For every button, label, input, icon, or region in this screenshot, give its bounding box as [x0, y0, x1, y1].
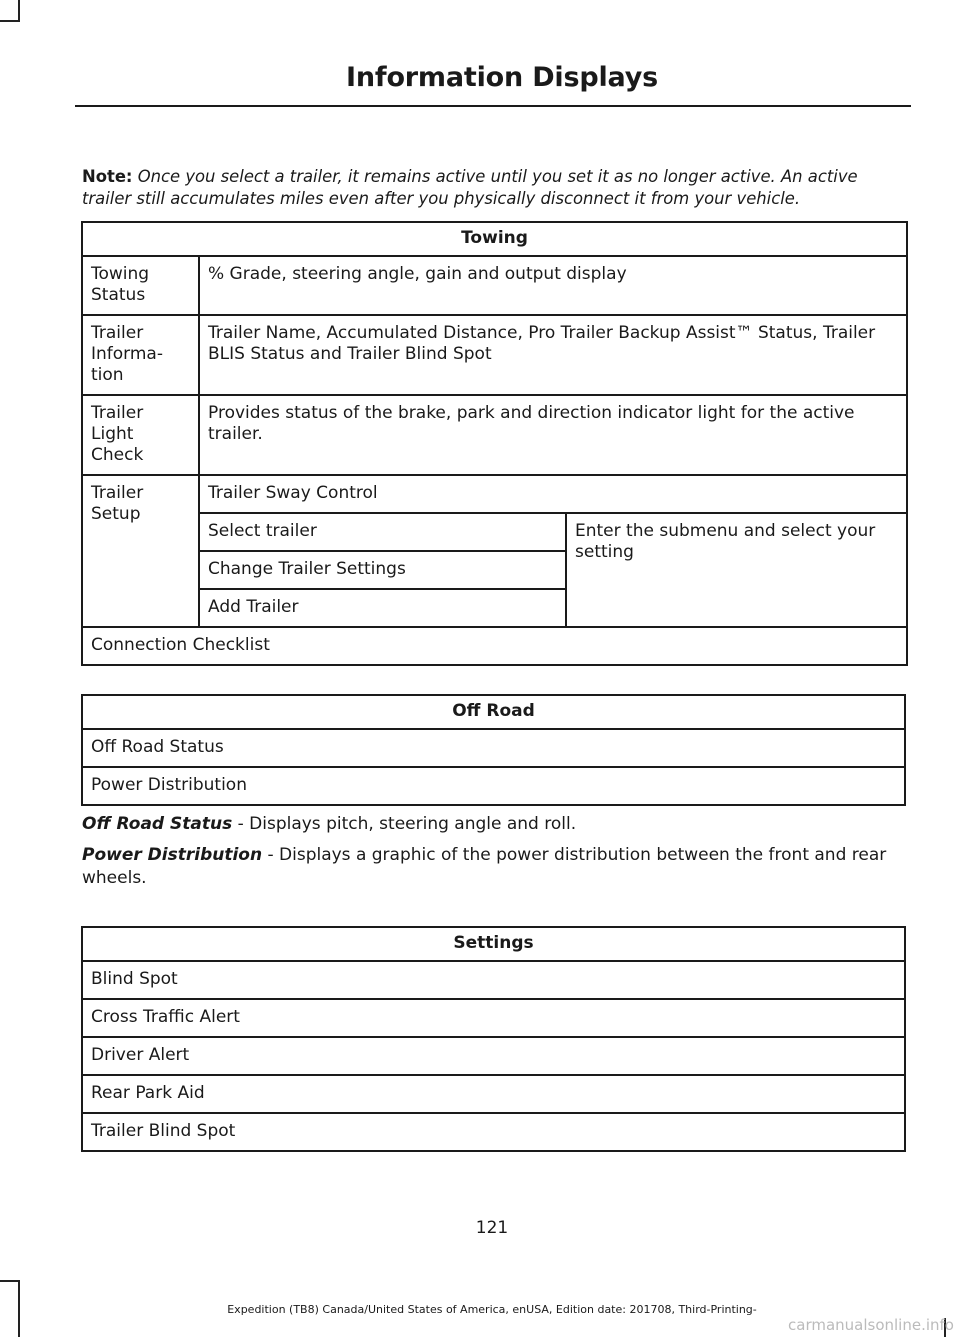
- offroad-status-description: [82, 813, 908, 836]
- table-row: Off Road Status: [82, 729, 905, 767]
- trailer-sway-control: Trailer Sway Control: [199, 475, 907, 513]
- submenu-note: Enter the submenu and select your setting: [566, 513, 907, 627]
- change-trailer-settings: Change Trailer Settings: [199, 551, 566, 589]
- trailer-light-label: Trailer Light Check: [82, 395, 199, 475]
- towing-table: [81, 221, 908, 666]
- page-number: 121: [475, 1218, 509, 1238]
- offroad-table: [81, 694, 906, 806]
- table-row: Rear Park Aid: [82, 1075, 905, 1113]
- table-row: Power Distribution: [82, 767, 905, 805]
- connection-checklist: Connection Checklist: [82, 627, 907, 665]
- crop-mark: [0, 20, 20, 22]
- add-trailer: Add Trailer: [199, 589, 566, 627]
- header-divider: [75, 105, 911, 107]
- trailer-setup-label: Trailer Setup: [82, 475, 199, 627]
- note-paragraph: [82, 166, 908, 210]
- note-text: Once you select a trailer, it remains active until you set it as no longer active. An active trailer still accumulates miles even after you physically disconnect it from your vehicle.: [82, 167, 858, 208]
- trailer-info-label: Trailer Informa- tion: [82, 315, 199, 395]
- power-distribution-description: [82, 844, 908, 890]
- offroad-status-term: Off Road Status: [82, 814, 233, 834]
- crop-mark: [18, 0, 20, 22]
- table-row: Cross Traffic Alert: [82, 999, 905, 1037]
- power-distribution-text: - Displays a graphic of the power distribution between the front and rear wheels.: [82, 845, 887, 888]
- towing-status-label: Towing Status: [82, 256, 199, 315]
- power-distribution-term: Power Distribution: [82, 845, 263, 865]
- offroad-status-text: - Displays pitch, steering angle and roll.: [232, 814, 577, 834]
- page-title: Information Displays: [346, 62, 658, 93]
- watermark: carmanualsonline.info: [788, 1316, 954, 1334]
- trailer-light-value: Provides status of the brake, park and direction indicator light for the active trailer.: [199, 395, 907, 475]
- select-trailer: Select trailer: [199, 513, 566, 551]
- settings-table-title: Settings: [82, 927, 905, 961]
- table-row: Trailer Blind Spot: [82, 1113, 905, 1151]
- offroad-table-title: Off Road: [82, 695, 905, 729]
- trailer-info-value: Trailer Name, Accumulated Distance, Pro Trailer Backup Assist™ Status, Trailer BLIS Status and Trailer Blind Spot: [199, 315, 907, 395]
- footer-text: Expedition (TB8) Canada/United States of America, enUSA, Edition date: 201708, Third-Printing-: [227, 1303, 757, 1316]
- settings-table: [81, 926, 906, 1152]
- crop-mark: [0, 1280, 20, 1282]
- towing-table-title: Towing: [82, 222, 907, 256]
- table-row: Driver Alert: [82, 1037, 905, 1075]
- note-label: Note:: [82, 167, 133, 186]
- towing-status-value: % Grade, steering angle, gain and output display: [199, 256, 907, 315]
- table-row: Blind Spot: [82, 961, 905, 999]
